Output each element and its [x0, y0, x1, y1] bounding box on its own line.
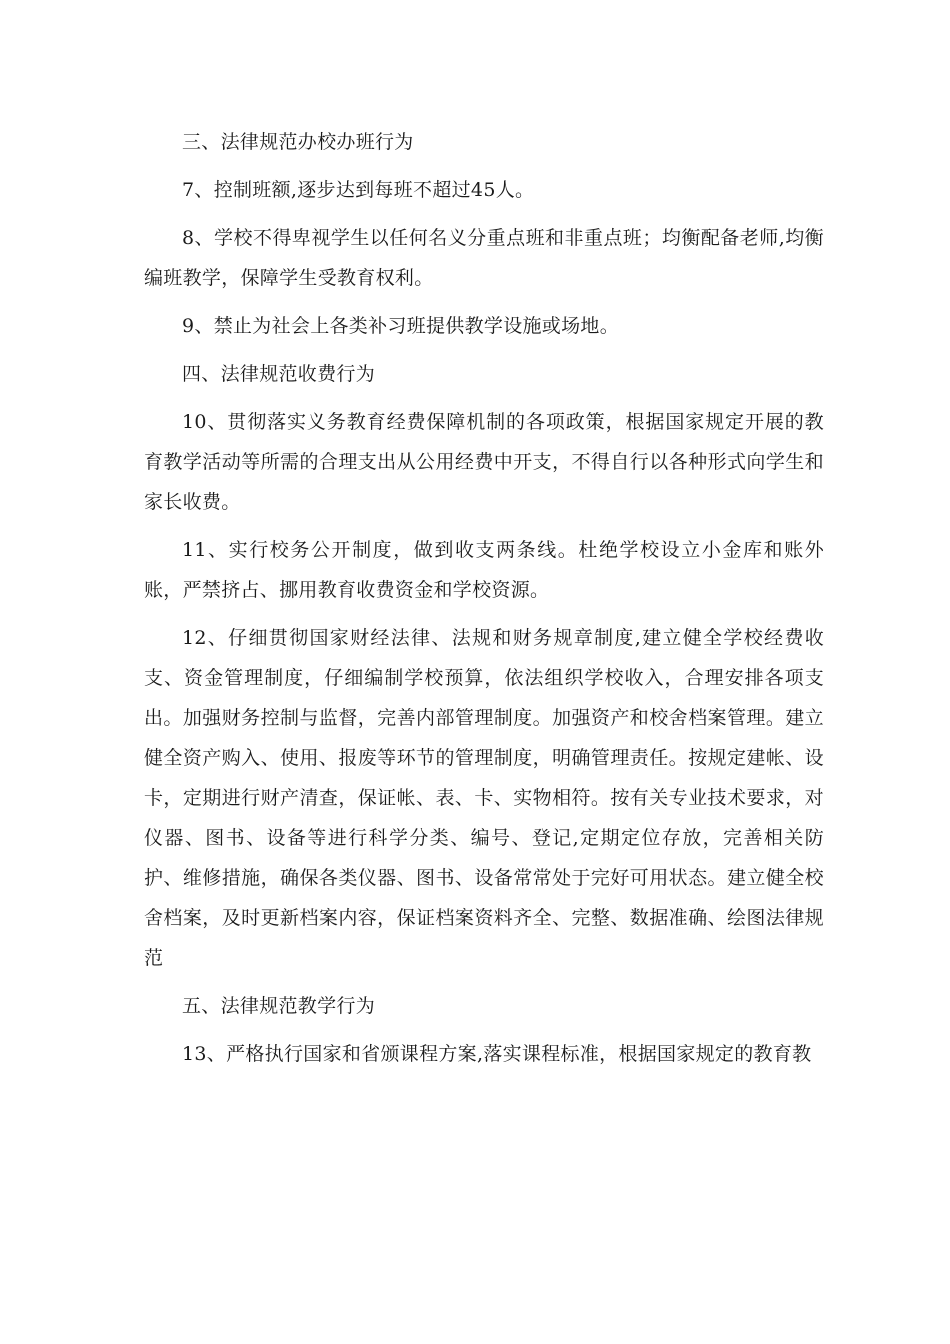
paragraph-11: 11、实行校务公开制度，做到收支两条线。杜绝学校设立小金库和账外账，严禁挤占、挪用教育收费资金和学校资源。 — [144, 539, 824, 601]
document-body — [144, 122, 824, 1082]
paragraph-8: 8、学校不得卑视学生以任何名义分重点班和非重点班；均衡配备老师,均衡编班教学，保障学生受教育权利。 — [144, 227, 824, 289]
paragraph-10: 10、贯彻落实义务教育经费保障机制的各项政策，根据国家规定开展的教育教学活动等所需的合理支出从公用经费中开支，不得自行以各种形式向学生和家长收费。 — [144, 411, 824, 513]
paragraph-12: 12、仔细贯彻国家财经法律、法规和财务规章制度,建立健全学校经费收支、资金管理制度，仔细编制学校预算，依法组织学校收入，合理安排各项支出。加强财务控制与监督，完善内部管理制度。加强资产和校舍档案管理。建立健全资产购入、使用、报废等环节的管理制度，明确管理责任。按规定建帐、设卡，定期进行财产清查，保证帐、表、卡、实物相符。按有关专业技术要求，对仪器、图书、设备等进行科学分类、编号、登记,定期定位存放，完善相关防护、维修措施，确保各类仪器、图书、设备常常处于完好可用状态。建立健全校舍档案，及时更新档案内容，保证档案资料齐全、完整、数据准确、绘图法律规范 — [144, 627, 824, 969]
section-heading-3: 三、法律规范办校办班行为 — [182, 131, 414, 153]
section-heading-4: 四、法律规范收费行为 — [182, 363, 376, 385]
paragraph-7: 7、控制班额,逐步达到每班不超过45人。 — [182, 179, 535, 201]
paragraph-13: 13、严格执行国家和省颁课程方案,落实课程标准，根据国家规定的教育教 — [182, 1043, 812, 1065]
section-heading-5: 五、法律规范教学行为 — [182, 995, 376, 1017]
paragraph-9: 9、禁止为社会上各类补习班提供教学设施或场地。 — [182, 315, 619, 337]
